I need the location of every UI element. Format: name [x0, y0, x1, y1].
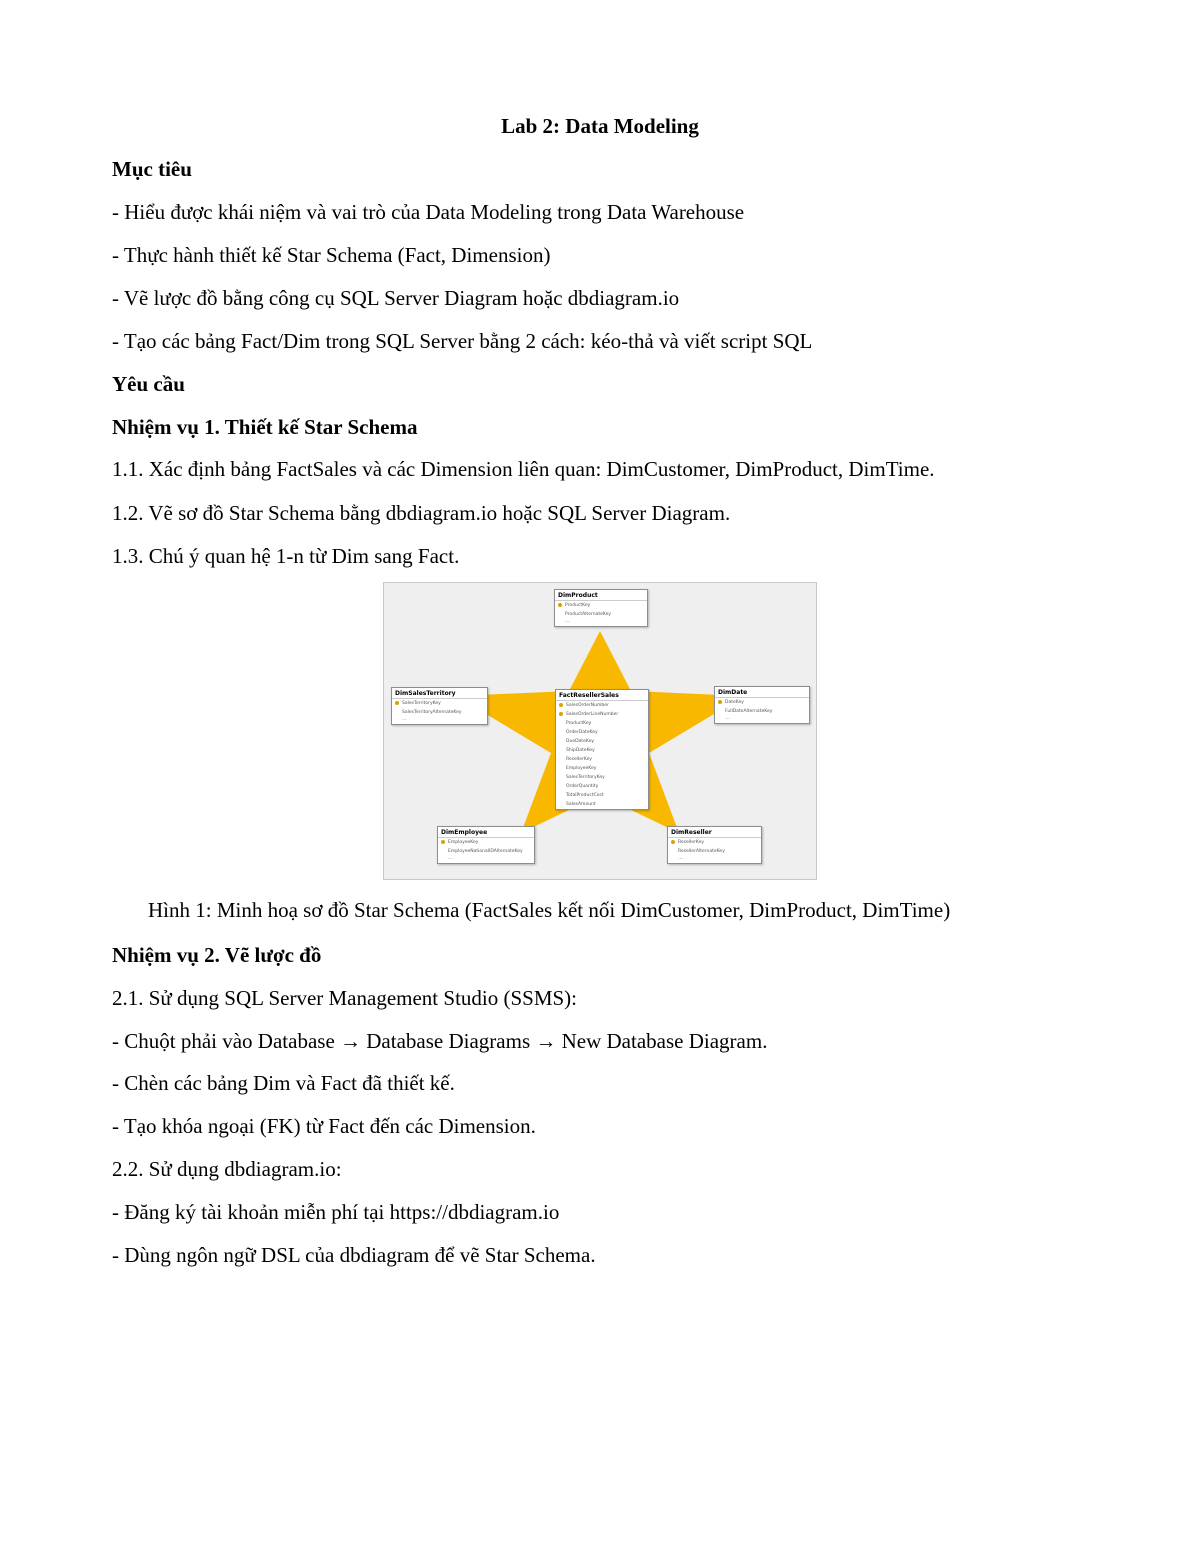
task2-item: - Đăng ký tài khoản miễn phí tại https://dbdiagram.io — [112, 1200, 560, 1224]
task2-item: 2.2. Sử dụng dbdiagram.io: — [112, 1157, 342, 1181]
table-ellipsis: ... — [448, 855, 453, 861]
table-column: SalesOrderNumber — [556, 701, 648, 710]
objective-item: - Thực hành thiết kế Star Schema (Fact, Dimension) — [112, 243, 551, 267]
table-column: ProductKey — [566, 721, 592, 726]
task1-item: 1.1. Xác định bảng FactSales và các Dimension liên quan: DimCustomer, DimProduct, DimTime. — [112, 457, 935, 481]
task2-heading: Nhiệm vụ 2. Vẽ lược đồ — [112, 943, 322, 967]
requirements-heading: Yêu cầu — [112, 372, 185, 396]
task1-item: 1.3. Chú ý quan hệ 1-n từ Dim sang Fact. — [112, 544, 460, 568]
star-schema-figure — [383, 582, 817, 880]
task2-item: - Dùng ngôn ngữ DSL của dbdiagram để vẽ Star Schema. — [112, 1243, 596, 1267]
table-title: FactResellerSales — [556, 690, 648, 701]
table-column: ShipDateKey — [566, 748, 595, 753]
task2-item: - Chèn các bảng Dim và Fact đã thiết kế. — [112, 1071, 455, 1095]
table-column: DateKey — [715, 698, 809, 707]
table-column: ProductKey — [555, 601, 647, 610]
table-column: OrderDateKey — [566, 730, 598, 735]
figure-caption: Hình 1: Minh hoạ sơ đồ Star Schema (FactSales kết nối DimCustomer, DimProduct, DimTime) — [148, 898, 951, 922]
table-dim-sales-territory — [391, 687, 488, 725]
table-dim-reseller — [667, 826, 762, 864]
table-column: ResellerAlternateKey — [678, 849, 725, 854]
table-column: SalesTerritoryKey — [566, 775, 605, 780]
table-column: SalesAmount — [566, 802, 596, 807]
table-title: DimReseller — [668, 827, 761, 838]
table-ellipsis: ... — [565, 618, 570, 624]
table-column: ProductAlternateKey — [565, 612, 612, 617]
table-column: SalesTerritoryAlternateKey — [402, 710, 462, 715]
task2-item: - Chuột phải vào Database → Database Diagrams → New Database Diagram. — [112, 1029, 768, 1053]
table-column: DueDateKey — [566, 739, 594, 744]
table-column: FullDateAlternateKey — [725, 709, 773, 714]
table-ellipsis: ... — [678, 855, 683, 861]
table-ellipsis: ... — [725, 715, 730, 721]
table-title: DimProduct — [555, 590, 647, 601]
task1-heading: Nhiệm vụ 1. Thiết kế Star Schema — [112, 415, 418, 439]
table-column: OrderQuantity — [566, 784, 599, 789]
table-fact-reseller-sales — [555, 689, 649, 810]
page-title: Lab 2: Data Modeling — [501, 114, 699, 138]
table-dim-employee — [437, 826, 535, 864]
table-column: ResellerKey — [566, 757, 593, 762]
task1-item: 1.2. Vẽ sơ đồ Star Schema bằng dbdiagram.io hoặc SQL Server Diagram. — [112, 501, 731, 525]
table-column: SalesOrderLineNumber — [556, 710, 648, 719]
objective-item: - Tạo các bảng Fact/Dim trong SQL Server bằng 2 cách: kéo-thả và viết script SQL — [112, 329, 813, 353]
table-ellipsis: ... — [402, 716, 407, 722]
objective-item: - Vẽ lược đồ bằng công cụ SQL Server Diagram hoặc dbdiagram.io — [112, 286, 680, 310]
table-dim-product — [554, 589, 648, 627]
objective-item: - Hiểu được khái niệm và vai trò của Data Modeling trong Data Warehouse — [112, 200, 745, 224]
table-column: EmployeeKey — [438, 838, 534, 847]
table-column: SalesTerritoryKey — [392, 699, 487, 708]
task2-item: 2.1. Sử dụng SQL Server Management Studio (SSMS): — [112, 986, 578, 1010]
task2-item: - Tạo khóa ngoại (FK) từ Fact đến các Dimension. — [112, 1114, 536, 1138]
table-column: TotalProductCost — [566, 793, 604, 798]
objectives-heading: Mục tiêu — [112, 157, 192, 181]
table-title: DimSalesTerritory — [392, 688, 487, 699]
table-title: DimDate — [715, 687, 809, 698]
table-dim-date — [714, 686, 810, 724]
table-column: ResellerKey — [668, 838, 761, 847]
table-title: DimEmployee — [438, 827, 534, 838]
table-column: EmployeeKey — [566, 766, 597, 771]
table-column: EmployeeNationalIDAlternateKey — [448, 849, 523, 854]
